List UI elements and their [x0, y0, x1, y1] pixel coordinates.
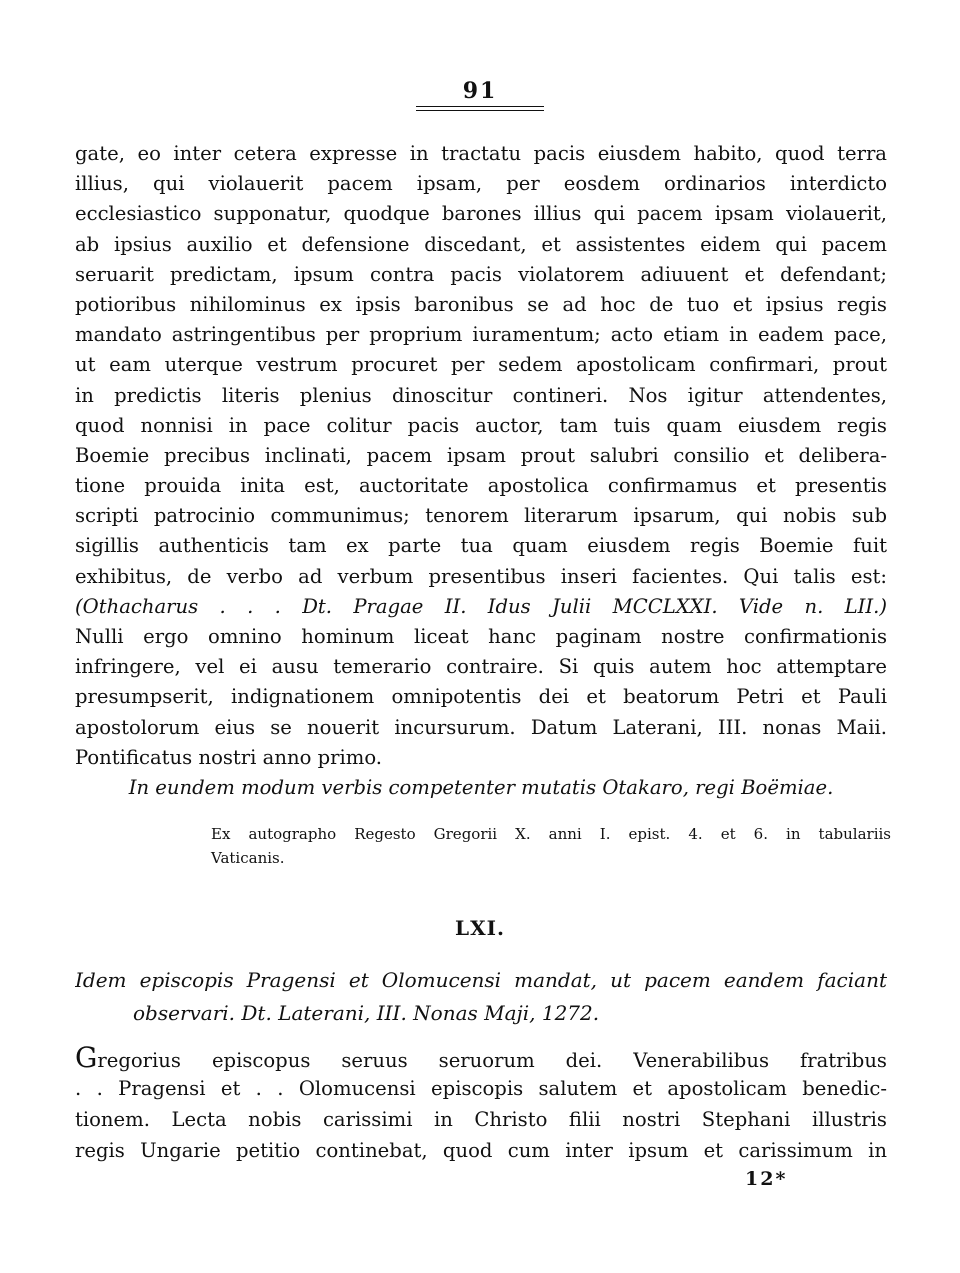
- initial-letter: G: [75, 1042, 98, 1073]
- text-line: ab ipsius auxilio et defensione discedant, et assistentes eidem qui pacem: [75, 232, 887, 256]
- text-line: seruarit predictam, ipsum contra pacis violatorem adiuuent et defendant;: [75, 262, 887, 286]
- header-rule: [416, 106, 544, 107]
- source-line: Vaticanis.: [211, 849, 285, 867]
- document-summary: [75, 964, 887, 1030]
- page-number: 91: [462, 78, 498, 104]
- text-line: tione prouida inita est, auctoritate apostolica confirmamus et presentis: [75, 474, 887, 498]
- text-line: ut eam uterque vestrum procuret per sedem apostolicam confirmari, prout: [75, 353, 887, 377]
- text-line: apostolorum eius se nouerit incursurum. Datum Laterani, III. nonas Maii.: [75, 715, 887, 739]
- letter-line: regorius episcopus seruus seruorum dei. Venerabilibus fratribus: [97, 1049, 887, 1072]
- text-line: scripti patrocinio communimus; tenorem literarum ipsarum, qui nobis sub: [75, 504, 887, 528]
- text-line: gate, eo inter cetera expresse in tractatu pacis eiusdem habito, quod terra: [75, 142, 887, 165]
- text-line: infringere, vel ei ausu temerario contraire. Si quis autem hoc attemptare: [75, 655, 887, 679]
- letter-line: . . Pragensi et . . Olomucensi episcopis salutem et apostolicam benedic-: [75, 1077, 887, 1100]
- text-line: sigillis authenticis tam ex parte tua quam eiusdem regis Boemie fuit: [75, 534, 887, 558]
- text-line: potioribus nihilominus ex ipsis baronibus se ad hoc de tuo et ipsius regis: [75, 292, 887, 316]
- header-rule-thin: [416, 110, 544, 111]
- letter-text: [75, 1042, 887, 1166]
- document-number: LXI.: [455, 916, 505, 940]
- text-line: Nulli ergo omnino hominum liceat hanc paginam nostre confirmationis: [75, 625, 887, 648]
- source-line: Ex autographo Regesto Gregorii X. anni I. epist. 4. et 6. in tabulariis: [211, 825, 891, 843]
- text-line: Pontificatus nostri anno primo.: [75, 745, 383, 769]
- text-line: in predictis literis plenius dinoscitur contineri. Nos igitur attendentes,: [75, 383, 887, 407]
- text-line: presumpserit, indignationem omnipotentis dei et beatorum Petri et Pauli: [75, 685, 887, 709]
- letter-line: regis Ungarie petitio continebat, quod cum inter ipsum et carissimum in: [75, 1139, 887, 1162]
- summary-line: Idem episcopis Pragensi et Olomucensi mandat, ut pacem eandem faciant: [75, 968, 887, 992]
- text-line: mandato astringentibus per proprium iuramentum; acto etiam in eadem pace,: [75, 323, 887, 347]
- summary-line: observari. Dt. Laterani, III. Nonas Maji, 1272.: [133, 1001, 600, 1025]
- signature-mark: 12*: [745, 1168, 788, 1190]
- letter-line: tionem. Lecta nobis carissimi in Christo filii nostri Stephani illustris: [75, 1108, 887, 1131]
- eundem-modum-note: In eundem modum verbis competenter mutatis Otakaro, regi Boëmiae.: [128, 775, 834, 799]
- main-text-block: [75, 139, 887, 803]
- letter-first-line: [75, 1042, 887, 1073]
- text-line: Boemie precibus inclinati, pacem ipsam prout salubri consilio et delibera-: [75, 443, 887, 467]
- text-line: illius, qui violauerit pacem ipsam, per eosdem ordinarios interdicto: [75, 172, 887, 196]
- source-note: [211, 822, 891, 870]
- text-line: quod nonnisi in pace colitur pacis auctor, tam tuis quam eiusdem regis: [75, 413, 887, 437]
- text-line: exhibitus, de verbo ad verbum presentibus inseri facientes. Qui talis est:: [75, 564, 887, 588]
- text-line: ecclesiastico supponatur, quodque barones illius qui pacem ipsam violauerit,: [75, 202, 887, 226]
- inserted-reference-line: (Othacharus . . . Dt. Pragae II. Idus Julii MCCLXXI. Vide n. LII.): [75, 594, 887, 618]
